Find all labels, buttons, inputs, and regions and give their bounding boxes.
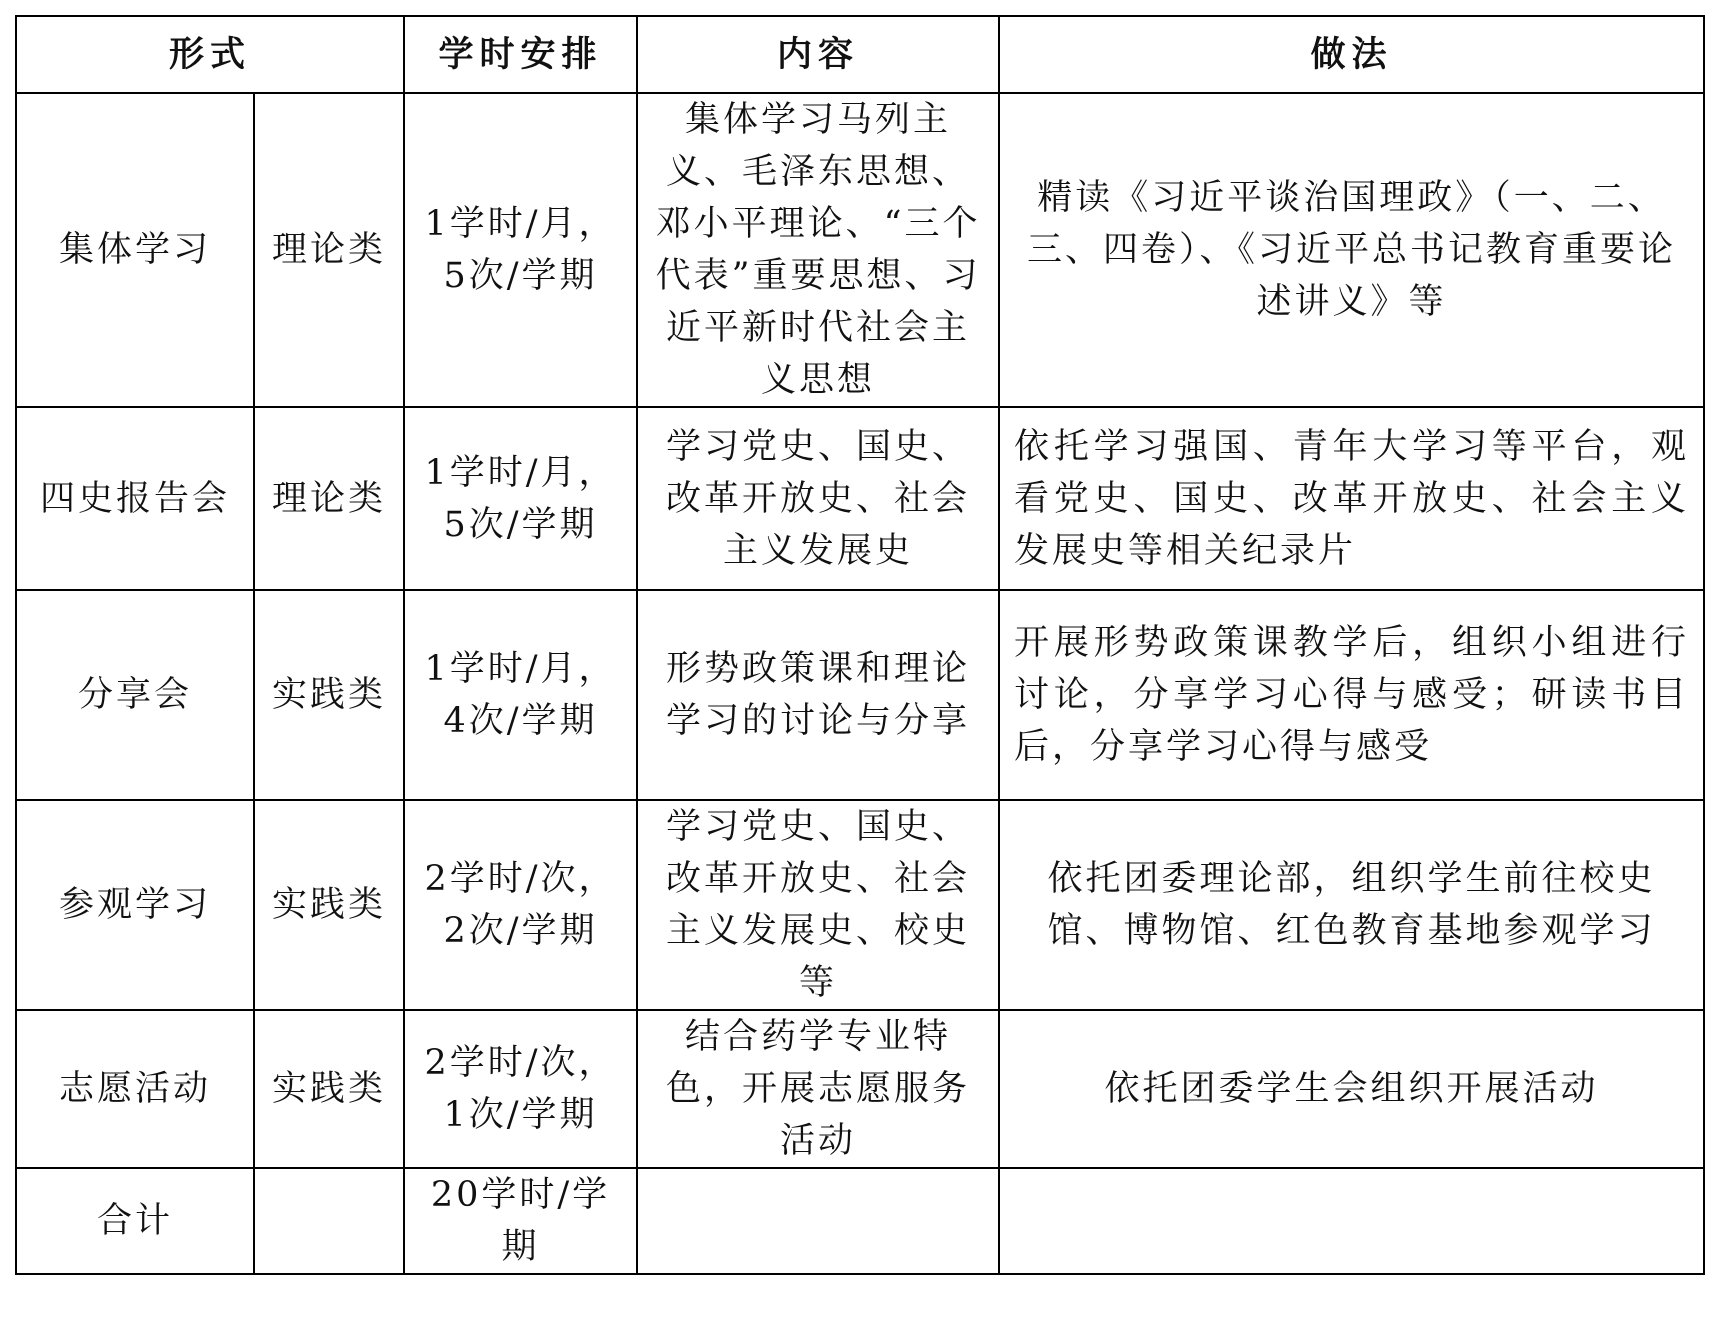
method-cell: 开展形势政策课教学后，组织小组进行讨论，分享学习心得与感受；研读书目后，分享学习心得与感受 [999,590,1704,800]
total-label: 合计 [16,1168,254,1274]
total-content [637,1168,999,1274]
content-cell: 形势政策课和理论学习的讨论与分享 [637,590,999,800]
total-category [254,1168,404,1274]
content-cell: 学习党史、国史、改革开放史、社会主义发展史 [637,407,999,590]
category-cell: 理论类 [254,407,404,590]
content-cell: 学习党史、国史、改革开放史、社会主义发展史、校史等 [637,800,999,1010]
form-cell: 参观学习 [16,800,254,1010]
table-row [16,407,1704,590]
table-row [16,800,1704,1010]
total-row [16,1168,1704,1274]
table-row [16,93,1704,407]
method-cell: 依托团委学生会组织开展活动 [999,1010,1704,1168]
hours-cell: 1学时/月，5次/学期 [404,407,637,590]
form-cell: 志愿活动 [16,1010,254,1168]
total-method [999,1168,1704,1274]
total-hours: 20学时/学期 [404,1168,637,1274]
content-cell: 集体学习马列主义、毛泽东思想、邓小平理论、“三个代表”重要思想、习近平新时代社会主义思想 [637,93,999,407]
hours-cell: 2学时/次，1次/学期 [404,1010,637,1168]
hours-cell: 1学时/月，4次/学期 [404,590,637,800]
form-cell: 集体学习 [16,93,254,407]
table-row [16,590,1704,800]
hours-cell: 1学时/月，5次/学期 [404,93,637,407]
category-cell: 理论类 [254,93,404,407]
header-method: 做法 [999,16,1704,93]
method-cell: 精读《习近平谈治国理政》（一、二、三、四卷）、《习近平总书记教育重要论述讲义》等 [999,93,1704,407]
form-cell: 四史报告会 [16,407,254,590]
form-cell: 分享会 [16,590,254,800]
table-row [16,1010,1704,1168]
method-cell: 依托学习强国、青年大学习等平台，观看党史、国史、改革开放史、社会主义发展史等相关纪录片 [999,407,1704,590]
category-cell: 实践类 [254,590,404,800]
content-cell: 结合药学专业特色，开展志愿服务活动 [637,1010,999,1168]
study-plan-table [15,15,1705,1275]
study-plan-sheet [15,15,1705,1275]
header-content: 内容 [637,16,999,93]
method-cell: 依托团委理论部，组织学生前往校史馆、博物馆、红色教育基地参观学习 [999,800,1704,1010]
header-form: 形式 [16,16,404,93]
category-cell: 实践类 [254,1010,404,1168]
header-row [16,16,1704,93]
category-cell: 实践类 [254,800,404,1010]
hours-cell: 2学时/次，2次/学期 [404,800,637,1010]
header-hours: 学时安排 [404,16,637,93]
